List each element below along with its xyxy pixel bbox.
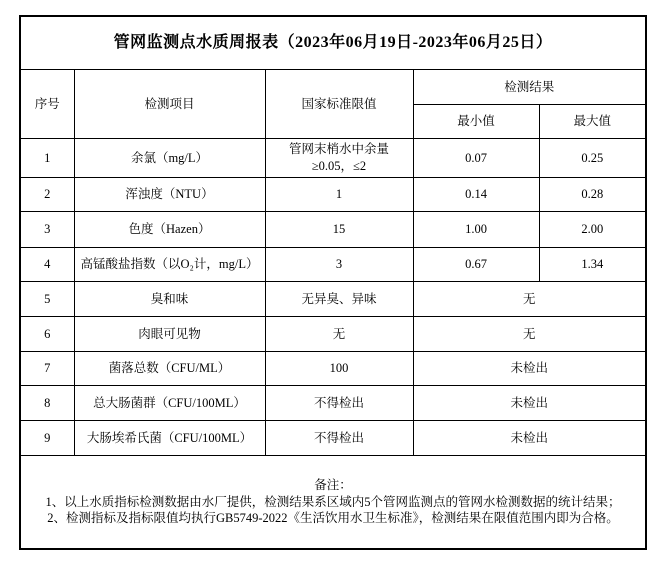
- row-standard: 3: [265, 248, 413, 282]
- row-standard: 不得检出: [265, 421, 413, 456]
- row-min: 0.07: [413, 139, 539, 178]
- row-max: 1.34: [539, 248, 646, 282]
- row-standard: 1: [265, 178, 413, 212]
- row-item: 总大肠菌群（CFU/100ML）: [74, 386, 265, 421]
- table-row: [20, 282, 646, 317]
- row-result: 无: [413, 317, 646, 352]
- notes-cell: [20, 456, 646, 550]
- row-item: 肉眼可见物: [74, 317, 265, 352]
- table-row: [20, 178, 646, 212]
- row-max: 0.28: [539, 178, 646, 212]
- row-result: 未检出: [413, 386, 646, 421]
- row-standard: 不得检出: [265, 386, 413, 421]
- col-header-standard: 国家标准限值: [265, 70, 413, 139]
- col-header-result-group: 检测结果: [413, 70, 646, 105]
- notes-line-2: 2、检测指标及指标限值均执行GB5749-2022《生活饮用水卫生标准》，检测结果在限值范围内即为合格。: [47, 511, 619, 526]
- row-max: 2.00: [539, 212, 646, 248]
- row-item: 臭和味: [74, 282, 265, 317]
- table-row: [20, 139, 646, 178]
- row-no: 1: [20, 139, 74, 178]
- row-no: 3: [20, 212, 74, 248]
- row-min: 1.00: [413, 212, 539, 248]
- row-item: 高锰酸盐指数（以O₂计，mg/L）: [74, 248, 265, 282]
- row-standard: 100: [265, 352, 413, 386]
- notes-line-1: 1、以上水质指标检测数据由水厂提供，检测结果系区域内5个管网监测点的管网水检测数据的统计结果；: [45, 494, 621, 509]
- row-standard: 管网末梢水中余量≥0.05，≤2: [265, 139, 413, 178]
- col-header-max: 最大值: [539, 105, 646, 139]
- row-no: 2: [20, 178, 74, 212]
- row-no: 6: [20, 317, 74, 352]
- row-no: 7: [20, 352, 74, 386]
- row-item: 大肠埃希氏菌（CFU/100ML）: [74, 421, 265, 456]
- header-row-1: [20, 70, 646, 105]
- row-item: 色度（Hazen）: [74, 212, 265, 248]
- row-no: 8: [20, 386, 74, 421]
- table-row: [20, 421, 646, 456]
- table-row: [20, 248, 646, 282]
- row-result: 未检出: [413, 352, 646, 386]
- page-title: 管网监测点水质周报表（2023年06月19日-2023年06月25日）: [20, 16, 646, 70]
- col-header-item: 检测项目: [74, 70, 265, 139]
- row-result: 未检出: [413, 421, 646, 456]
- row-standard: 15: [265, 212, 413, 248]
- row-result: 无: [413, 282, 646, 317]
- row-min: 0.14: [413, 178, 539, 212]
- row-item: 浑浊度（NTU）: [74, 178, 265, 212]
- row-no: 5: [20, 282, 74, 317]
- notes-row: [20, 456, 646, 550]
- title-row: [20, 16, 646, 70]
- col-header-min: 最小值: [413, 105, 539, 139]
- notes-label: 备注：: [314, 477, 352, 492]
- row-standard: 无: [265, 317, 413, 352]
- row-no: 4: [20, 248, 74, 282]
- row-item: 余氯（mg/L）: [74, 139, 265, 178]
- table-row: [20, 386, 646, 421]
- row-standard: 无异臭、异味: [265, 282, 413, 317]
- table-row: [20, 352, 646, 386]
- table-row: [20, 212, 646, 248]
- col-header-no: 序号: [20, 70, 74, 139]
- row-item: 菌落总数（CFU/ML）: [74, 352, 265, 386]
- table-row: [20, 317, 646, 352]
- row-no: 9: [20, 421, 74, 456]
- row-min: 0.67: [413, 248, 539, 282]
- water-quality-table: [19, 15, 647, 550]
- row-max: 0.25: [539, 139, 646, 178]
